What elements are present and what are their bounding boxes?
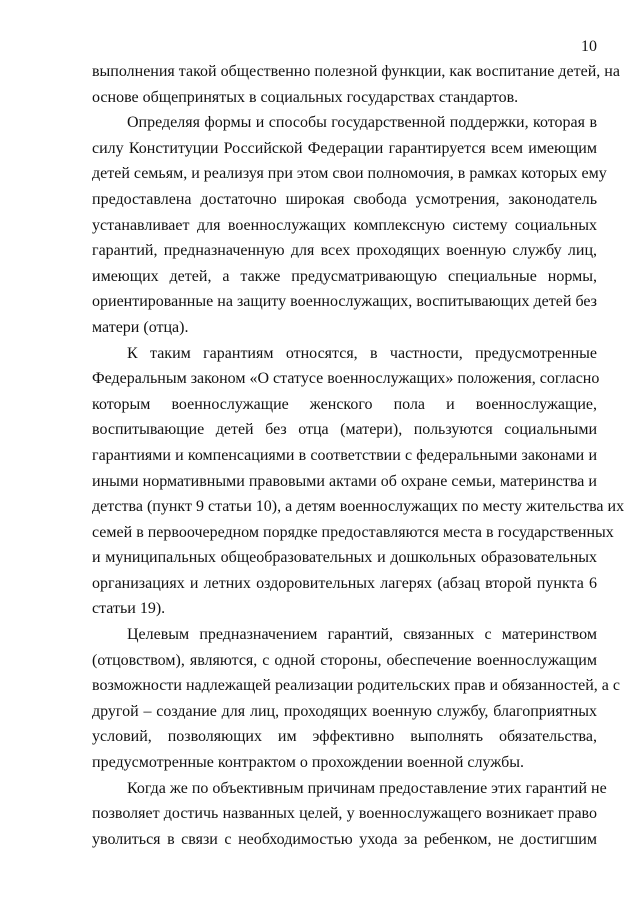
text-line: детей семьям, и реализуя при этом свои полномочия, в рамках которых ему [92,165,607,183]
paragraph-4 [92,622,621,776]
text-line: Определяя формы и способы государственной поддержки, которая в [127,114,597,132]
text-line: и муниципальных общеобразовательных и дошкольных образовательных [92,549,597,567]
text-line: семей в первоочередном порядке предоставляются места в государственных [92,523,614,541]
paragraph-5 [92,776,607,853]
text-line: Когда же по объективным причинам предоставление этих гарантий не [127,779,607,797]
text-line: (отцовством), являются, с одной стороны, обеспечение военнослужащим [92,651,597,669]
text-line: К таким гарантиям относятся, в частности, предусмотренные [127,344,597,362]
document-body [92,59,625,852]
text-line: организациях и летних оздоровительных лагерях (абзац второй пункта 6 [92,574,597,592]
text-line: уволиться в связи с необходимостью ухода за ребенком, не достигшим [92,830,597,848]
text-line: ориентированные на защиту военнослужащих, воспитывающих детей без [92,293,597,311]
text-line: позволяет достичь названных целей, у военнослужащего возникает право [92,805,597,823]
text-line: иными нормативными правовыми актами об охране семьи, материнства и [92,472,597,490]
text-line: выполнения такой общественно полезной функции, как воспитание детей, на [92,63,620,80]
page-number: 10 [581,38,597,55]
text-line: основе общепринятых в социальных государствах стандартов. [92,88,519,106]
text-line: матери (отца). [92,318,189,336]
text-line: имеющих детей, а также предусматривающую специальные нормы, [92,267,597,285]
text-line: Целевым предназначением гарантий, связанных с материнством [127,626,597,644]
text-line: условий, позволяющих им эффективно выполнять обязательства, [92,728,597,746]
text-line: гарантиями и компенсациями в соответствии с федеральными законами и [92,446,597,464]
text-line: гарантий, предназначенную для всех проходящих военную службу лиц, [92,242,597,260]
text-line: предоставлена достаточно широкая свобода усмотрения, законодатель [92,190,597,208]
text-line: статьи 19). [92,600,166,618]
text-line: воспитывающие детей без отца (матери), пользуются социальными [92,421,597,439]
paragraph-1 [92,59,620,110]
text-line: устанавливает для военнослужащих комплексную систему социальных [92,216,597,234]
text-line: возможности надлежащей реализации родительских прав и обязанностей, а с [92,677,621,695]
paragraph-2 [92,110,607,340]
text-line: силу Конституции Российской Федерации гарантируется всем имеющим [92,139,597,157]
paragraph-3 [92,341,625,623]
text-line: предусмотренные контрактом о прохождении военной службы. [92,754,525,772]
text-line: Федеральным законом «О статусе военнослужащих» положения, согласно [92,370,600,388]
text-line: которым военнослужащие женского пола и военнослужащие, [92,395,597,413]
text-line: другой – создание для лиц, проходящих военную службу, благоприятных [92,702,597,720]
text-line: детства (пункт 9 статьи 10), а детям военнослужащих по месту жительства их [92,498,625,516]
